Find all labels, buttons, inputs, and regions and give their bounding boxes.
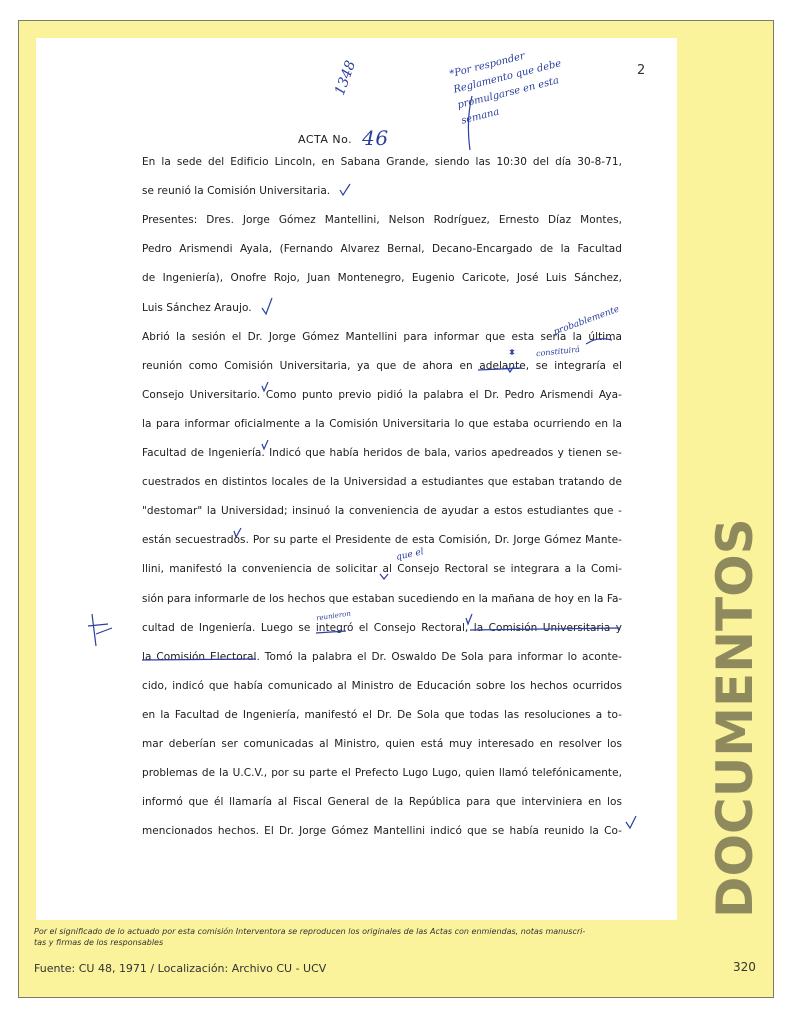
check-icon xyxy=(626,816,636,828)
page-number: 2 xyxy=(637,63,646,78)
strike-mark xyxy=(478,368,522,370)
figure-caption: Por el significado de lo actuado por esta comisión Interventora se reproducen los originales de las Actas con enmiendas, notas manuscri-tas y firmas de los responsables xyxy=(34,927,586,947)
document-line: la para informar oficialmente a la Comisión Universitaria lo que estaba ocurriendo en la xyxy=(142,417,622,430)
page-folio: 320 xyxy=(733,960,756,974)
caret-mark xyxy=(380,574,388,579)
document-line: Luis Sánchez Araujo. xyxy=(142,301,252,314)
document-line: la Comisión Electoral. Tomó la palabra el Dr. Oswaldo De Sola para informar lo aconte- xyxy=(142,650,622,663)
title-text: ACTA No. xyxy=(298,133,353,146)
document-line: Presentes: Dres. Jorge Gómez Mantellini, Nelson Rodríguez, Ernesto Díaz Montes, xyxy=(142,214,622,227)
document-line: de Ingeniería), Onofre Rojo, Juan Montenegro, Eugenio Caricote, José Luis Sánchez, xyxy=(142,272,622,285)
document-line: problemas de la U.C.V., por su parte el Prefecto Lugo Lugo, quien llamó telefónicamente, xyxy=(142,767,622,780)
document-line: Facultad de Ingeniería. Indicó que había heridos de bala, varios apedreados y tienen se- xyxy=(142,447,622,459)
document-line: Pedro Arismendi Ayala, (Fernando Alvarez Bernal, Decano-Encargado de la Facultad xyxy=(142,243,622,256)
document-line: informó que él llamaría al Fiscal General de la República para que interviniera en los xyxy=(142,796,622,809)
document-line: mencionados hechos. El Dr. Jorge Gómez Mantellini indicó que se había reunido la Co- xyxy=(142,825,622,838)
asterisk-mark xyxy=(510,349,514,355)
annotation-probablemente: probablemente xyxy=(552,304,621,338)
underline-mark xyxy=(586,339,612,344)
check-icon xyxy=(262,298,272,314)
annotation-que-el: que el xyxy=(395,547,425,563)
source-line: Fuente: CU 48, 1971 / Localización: Archivo CU - UCV xyxy=(34,962,327,975)
strike-mark xyxy=(316,631,346,633)
top-note: 1348 xyxy=(332,58,360,98)
section-label: DOCUMENTOS xyxy=(706,518,764,918)
document-line: reunión como Comisión Universitaria, ya que de ahora en adelante, se integraría el xyxy=(142,359,622,372)
document-line: cultad de Ingeniería. Luego se integró el Consejo Rectoral, la Comisión Universitaria y xyxy=(142,621,622,634)
document-line: mar deberían ser comunicadas al Ministro, quien está muy interesado en resolver los xyxy=(142,738,622,750)
document-line: cuestrados en distintos locales de la Universidad a estudiantes que estaban tratando de xyxy=(142,476,622,489)
document-line: Abrió la sesión el Dr. Jorge Gómez Mantellini para informar que esta sería la última xyxy=(142,330,622,343)
document-line: en la Facultad de Ingeniería, manifestó el Dr. De Sola que todas las resoluciones a to- xyxy=(142,708,622,721)
document-line: Consejo Universitario. Como punto previo pidió la palabra el Dr. Pedro Arismendi Aya- xyxy=(142,388,622,401)
strike-mark xyxy=(470,628,620,630)
margin-note: *Por responder Reglamento que debe promulgarse en esta semana xyxy=(448,50,563,127)
check-icon xyxy=(340,184,350,195)
annotation-constituira: constituirá xyxy=(535,344,581,359)
check-icon xyxy=(262,382,268,391)
document-line: cido, indicó que había comunicado al Ministro de Educación sobre los hechos ocurridos xyxy=(142,679,622,692)
document-line: llini, manifestó la conveniencia de solicitar al Consejo Rectoral se integrara a la Comi- xyxy=(142,563,622,576)
check-icon xyxy=(234,528,241,537)
check-icon xyxy=(262,440,268,449)
strike-mark xyxy=(142,659,256,660)
annotation-reunieron: reunieron xyxy=(315,609,352,623)
acta-number: 46 xyxy=(362,126,389,150)
document-line: En la sede del Edificio Lincoln, en Sabana Grande, siendo las 10:30 del día 30-8-71, xyxy=(142,156,622,168)
margin-mark xyxy=(88,614,112,646)
check-icon xyxy=(466,614,472,624)
bracket-mark xyxy=(468,96,472,150)
document-line: están secuestrados. Por su parte el Presidente de esta Comisión, Dr. Jorge Gómez Mante- xyxy=(142,534,622,547)
document-line: "destomar" la Universidad; insinuó la conveniencia de ayudar a estos estudiantes que - xyxy=(142,505,622,518)
document-line: se reunió la Comisión Universitaria. xyxy=(142,185,331,198)
document-line: sión para informarle de los hechos que estaban sucediendo en la mañana de hoy en la Fa- xyxy=(142,592,623,605)
